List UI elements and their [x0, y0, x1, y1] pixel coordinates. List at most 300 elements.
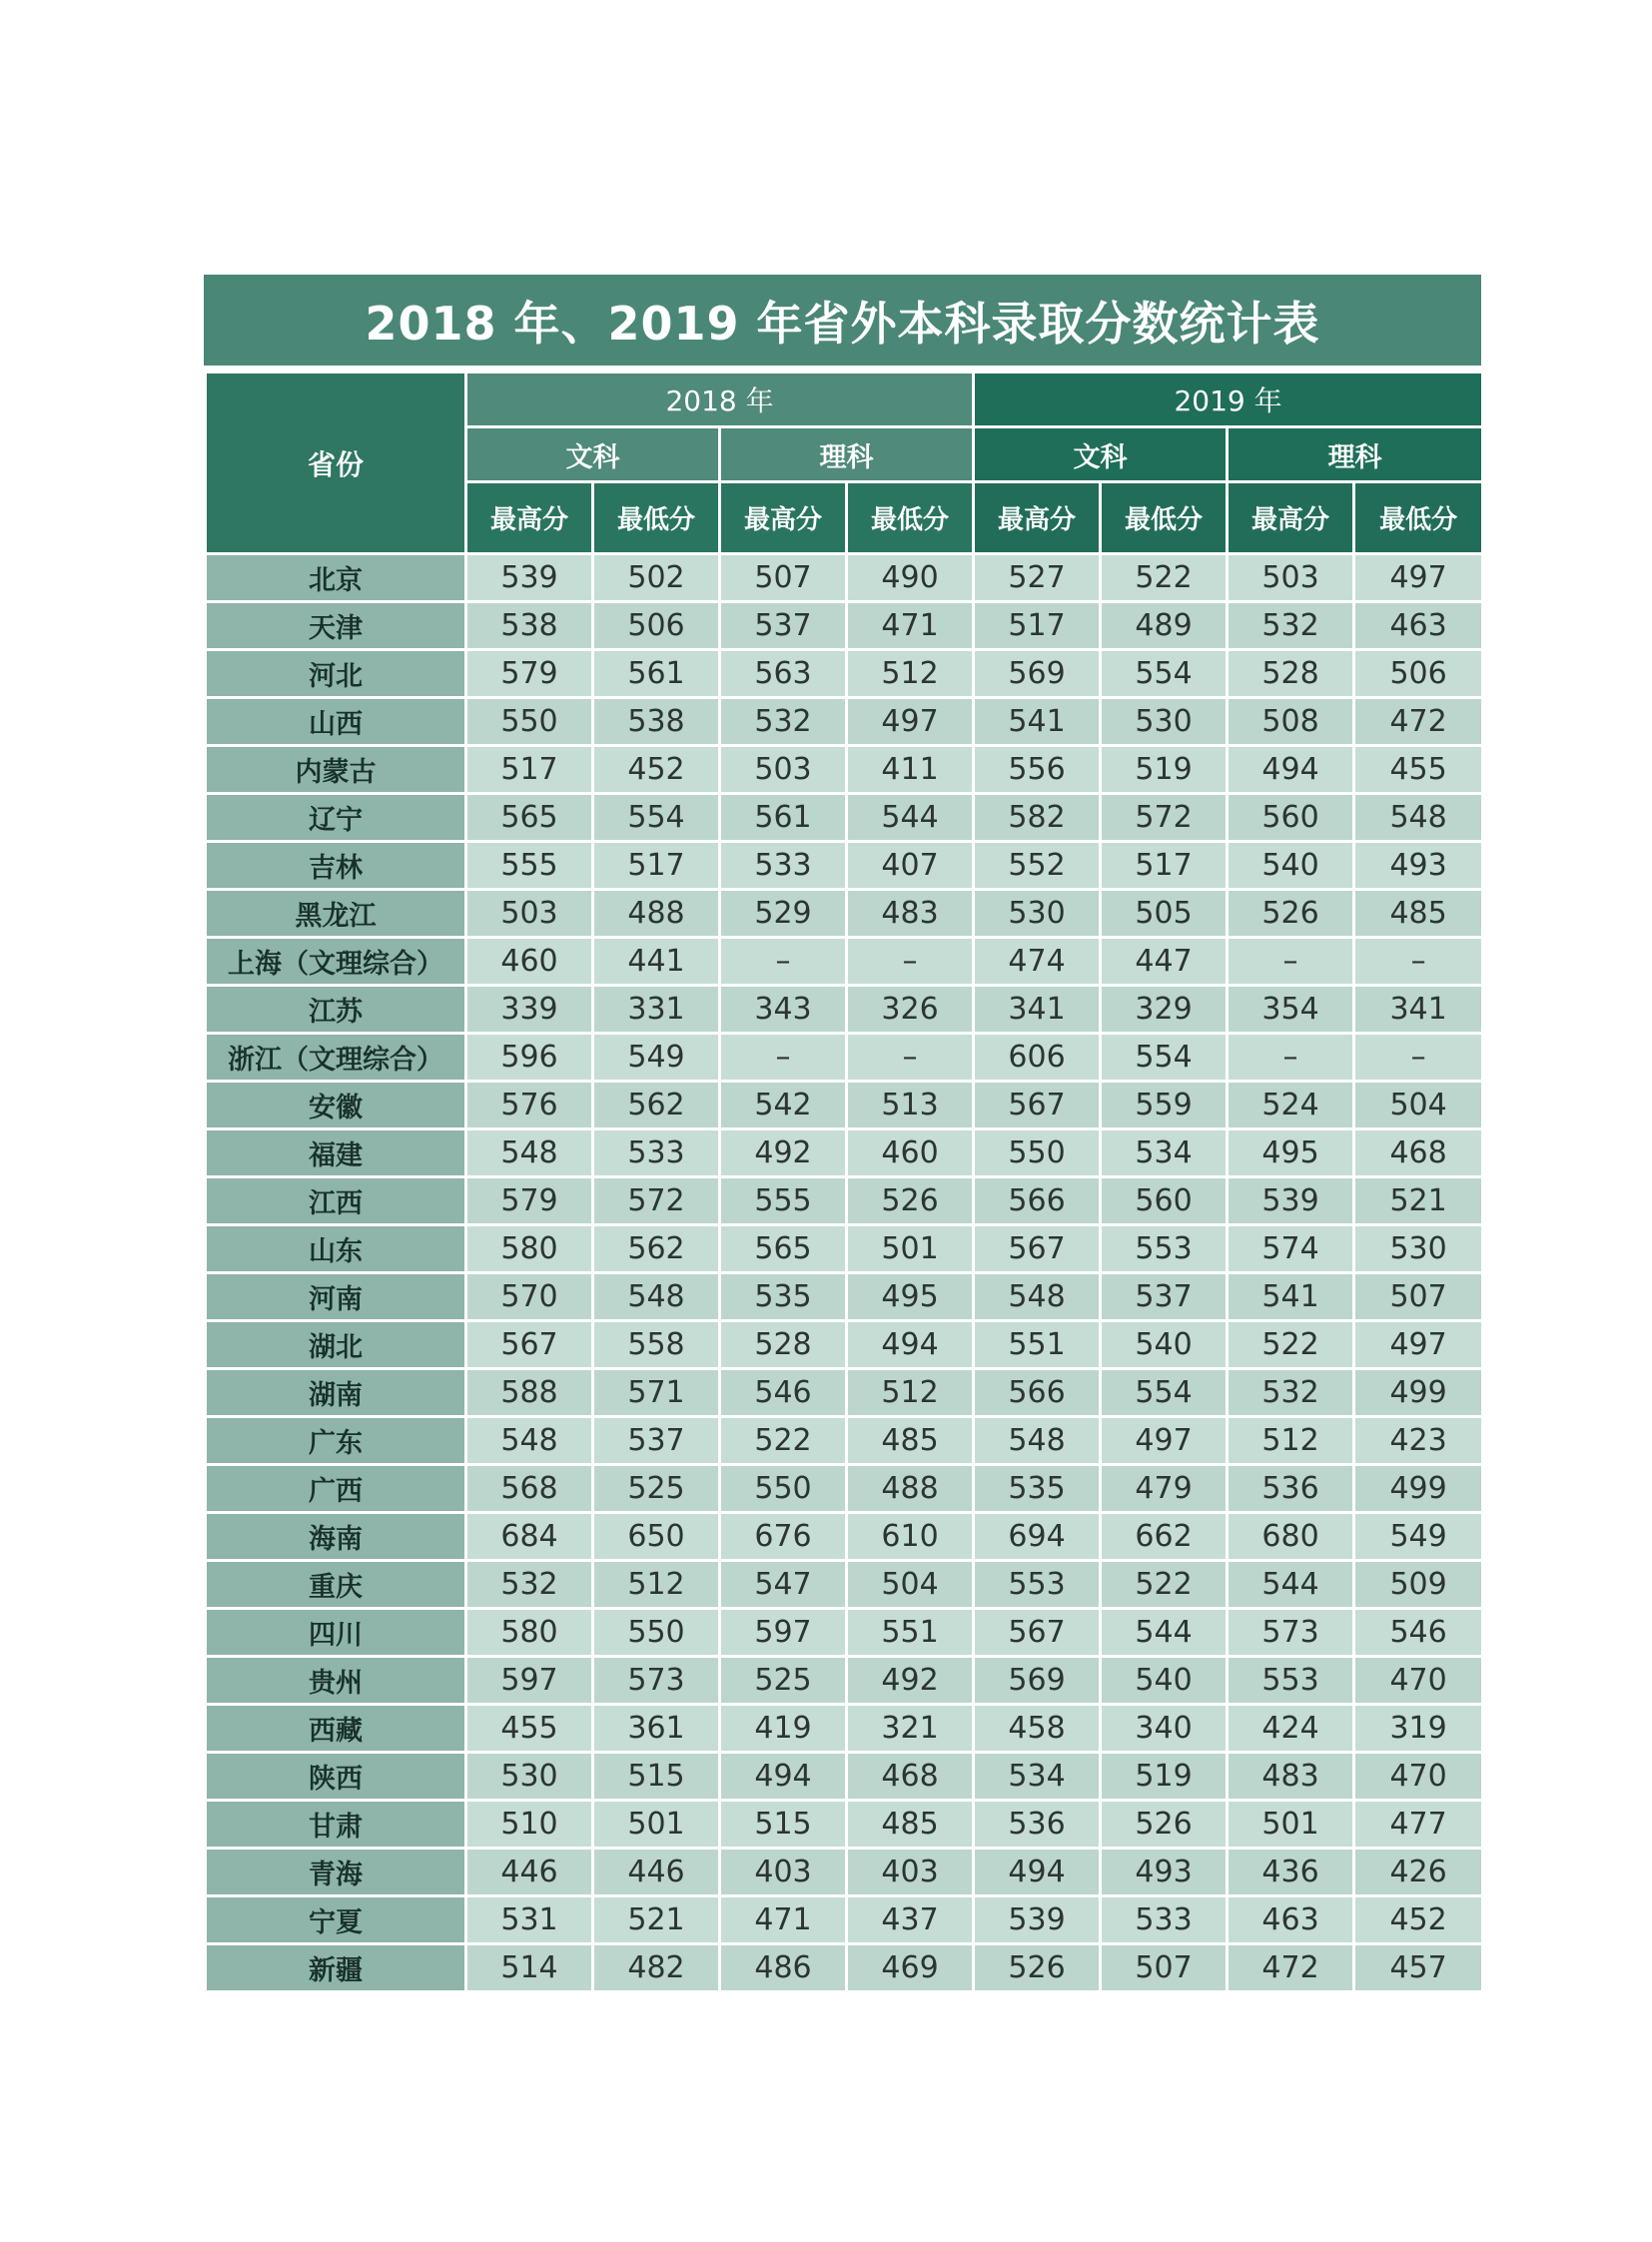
score-cell: 540 — [1101, 1321, 1228, 1369]
score-cell: 460 — [466, 938, 593, 986]
province-cell: 河南 — [206, 1273, 466, 1321]
score-cell: 570 — [466, 1273, 593, 1321]
score-cell: 331 — [593, 986, 720, 1034]
score-cell: 694 — [974, 1513, 1101, 1561]
score-cell: 562 — [593, 1225, 720, 1273]
score-cell: 546 — [720, 1369, 847, 1417]
province-cell: 天津 — [206, 602, 466, 650]
table-body — [206, 554, 1483, 1992]
score-cell: 517 — [1101, 842, 1228, 890]
score-cell: 550 — [974, 1129, 1101, 1177]
table-row — [206, 938, 1483, 986]
score-cell: 446 — [466, 1849, 593, 1896]
score-cell: 403 — [720, 1849, 847, 1896]
score-cell: 499 — [1354, 1369, 1483, 1417]
score-cell: 530 — [1101, 698, 1228, 746]
score-cell: 554 — [593, 794, 720, 842]
score-cell: 535 — [974, 1465, 1101, 1513]
province-cell: 浙江（文理综合） — [206, 1034, 466, 1082]
score-cell: 573 — [1228, 1609, 1354, 1657]
score-cell: 503 — [1228, 554, 1354, 602]
score-cell: 472 — [1228, 1944, 1354, 1992]
score-cell: 470 — [1354, 1657, 1483, 1705]
score-cell: 446 — [593, 1849, 720, 1896]
score-cell: 553 — [1101, 1225, 1228, 1273]
score-cell: 552 — [974, 842, 1101, 890]
score-cell: 565 — [466, 794, 593, 842]
score-cell: 507 — [1101, 1944, 1228, 1992]
score-cell: 361 — [593, 1705, 720, 1753]
score-cell: 468 — [847, 1753, 974, 1801]
score-cell: 528 — [1228, 650, 1354, 698]
score-cell: – — [847, 1034, 974, 1082]
score-cell: 510 — [466, 1801, 593, 1849]
score-cell: 437 — [847, 1896, 974, 1944]
table-row — [206, 1705, 1483, 1753]
score-cell: 463 — [1228, 1896, 1354, 1944]
score-cell: 519 — [1101, 1753, 1228, 1801]
score-cell: 504 — [847, 1561, 974, 1609]
score-cell: 483 — [847, 890, 974, 938]
score-cell: 676 — [720, 1513, 847, 1561]
score-cell: 506 — [1354, 650, 1483, 698]
score-cell: 522 — [1101, 1561, 1228, 1609]
province-cell: 河北 — [206, 650, 466, 698]
score-cell: 524 — [1228, 1082, 1354, 1129]
score-cell: 548 — [1354, 794, 1483, 842]
score-cell: 556 — [974, 746, 1101, 794]
table-row — [206, 986, 1483, 1034]
column-header-min-score: 最低分 — [1101, 482, 1228, 554]
score-cell: 505 — [1101, 890, 1228, 938]
province-cell: 山东 — [206, 1225, 466, 1273]
score-cell: 553 — [974, 1561, 1101, 1609]
province-cell: 广东 — [206, 1417, 466, 1465]
table-row — [206, 1417, 1483, 1465]
score-cell: 490 — [847, 554, 974, 602]
score-cell: 540 — [1228, 842, 1354, 890]
score-cell: 555 — [466, 842, 593, 890]
score-cell: 494 — [720, 1753, 847, 1801]
score-cell: – — [847, 938, 974, 986]
score-cell: 568 — [466, 1465, 593, 1513]
score-cell: 530 — [466, 1753, 593, 1801]
score-cell: 548 — [974, 1417, 1101, 1465]
province-cell: 青海 — [206, 1849, 466, 1896]
year-header-2019: 2019 年 — [974, 373, 1483, 427]
score-cell: 567 — [974, 1609, 1101, 1657]
column-header-min-score: 最低分 — [593, 482, 720, 554]
score-cell: 497 — [1101, 1417, 1228, 1465]
score-cell: 485 — [1354, 890, 1483, 938]
score-cell: 579 — [466, 650, 593, 698]
score-cell: 463 — [1354, 602, 1483, 650]
table-row — [206, 794, 1483, 842]
score-cell: 519 — [1101, 746, 1228, 794]
score-cell: 326 — [847, 986, 974, 1034]
score-cell: 560 — [1228, 794, 1354, 842]
score-cell: 494 — [1228, 746, 1354, 794]
score-cell: 525 — [720, 1657, 847, 1705]
table-row — [206, 746, 1483, 794]
score-cell: 530 — [1354, 1225, 1483, 1273]
score-cell: 499 — [1354, 1465, 1483, 1513]
province-cell: 广西 — [206, 1465, 466, 1513]
score-cell: 403 — [847, 1849, 974, 1896]
score-cell: 550 — [720, 1465, 847, 1513]
score-cell: 525 — [593, 1465, 720, 1513]
score-cell: 321 — [847, 1705, 974, 1753]
province-cell: 江苏 — [206, 986, 466, 1034]
score-cell: 419 — [720, 1705, 847, 1753]
score-cell: 546 — [1354, 1609, 1483, 1657]
table-row — [206, 1753, 1483, 1801]
score-cell: 551 — [847, 1609, 974, 1657]
table-row — [206, 1513, 1483, 1561]
score-cell: 452 — [593, 746, 720, 794]
score-statistics-sheet — [204, 275, 1481, 1993]
score-cell: 452 — [1354, 1896, 1483, 1944]
table-row — [206, 1561, 1483, 1609]
score-cell: 537 — [720, 602, 847, 650]
table-row — [206, 602, 1483, 650]
table-row — [206, 650, 1483, 698]
score-cell: 579 — [466, 1177, 593, 1225]
score-cell: 574 — [1228, 1225, 1354, 1273]
score-cell: 526 — [1228, 890, 1354, 938]
score-cell: 354 — [1228, 986, 1354, 1034]
score-cell: 569 — [974, 1657, 1101, 1705]
score-cell: 572 — [593, 1177, 720, 1225]
province-cell: 辽宁 — [206, 794, 466, 842]
score-cell: 494 — [974, 1849, 1101, 1896]
score-cell: 532 — [1228, 1369, 1354, 1417]
score-cell: 536 — [974, 1801, 1101, 1849]
score-cell: 539 — [466, 554, 593, 602]
score-cell: 549 — [593, 1034, 720, 1082]
score-cell: – — [720, 1034, 847, 1082]
score-cell: 610 — [847, 1513, 974, 1561]
score-cell: 566 — [974, 1177, 1101, 1225]
score-cell: 535 — [720, 1273, 847, 1321]
score-cell: 532 — [466, 1561, 593, 1609]
score-cell: 565 — [720, 1225, 847, 1273]
score-cell: 597 — [466, 1657, 593, 1705]
score-cell: 547 — [720, 1561, 847, 1609]
score-cell: 582 — [974, 794, 1101, 842]
score-cell: 548 — [974, 1273, 1101, 1321]
score-cell: 501 — [847, 1225, 974, 1273]
score-cell: 517 — [593, 842, 720, 890]
score-cell: 571 — [593, 1369, 720, 1417]
score-cell: 559 — [1101, 1082, 1228, 1129]
score-cell: 507 — [720, 554, 847, 602]
score-cell: 341 — [974, 986, 1101, 1034]
score-cell: 512 — [847, 650, 974, 698]
province-cell: 山西 — [206, 698, 466, 746]
province-cell: 北京 — [206, 554, 466, 602]
column-header-min-score: 最低分 — [847, 482, 974, 554]
score-cell: 489 — [1101, 602, 1228, 650]
score-cell: 426 — [1354, 1849, 1483, 1896]
table-row — [206, 1177, 1483, 1225]
province-cell: 新疆 — [206, 1944, 466, 1992]
score-cell: 554 — [1101, 650, 1228, 698]
table-row — [206, 1082, 1483, 1129]
province-cell: 四川 — [206, 1609, 466, 1657]
score-cell: 477 — [1354, 1801, 1483, 1849]
score-cell: – — [720, 938, 847, 986]
score-cell: 580 — [466, 1609, 593, 1657]
score-cell: 485 — [847, 1417, 974, 1465]
score-cell: 407 — [847, 842, 974, 890]
score-cell: 684 — [466, 1513, 593, 1561]
score-cell: – — [1228, 1034, 1354, 1082]
score-cell: 319 — [1354, 1705, 1483, 1753]
score-cell: 548 — [466, 1417, 593, 1465]
score-cell: 340 — [1101, 1705, 1228, 1753]
score-cell: 544 — [1101, 1609, 1228, 1657]
score-cell: 567 — [974, 1082, 1101, 1129]
score-cell: 339 — [466, 986, 593, 1034]
score-cell: 541 — [1228, 1273, 1354, 1321]
score-cell: 533 — [720, 842, 847, 890]
score-cell: 534 — [1101, 1129, 1228, 1177]
province-cell: 湖南 — [206, 1369, 466, 1417]
table-row — [206, 1034, 1483, 1082]
score-cell: 483 — [1228, 1753, 1354, 1801]
table-row — [206, 1801, 1483, 1849]
score-cell: 567 — [974, 1225, 1101, 1273]
score-cell: 548 — [466, 1129, 593, 1177]
table-row — [206, 1369, 1483, 1417]
table-row — [206, 1129, 1483, 1177]
score-cell: 441 — [593, 938, 720, 986]
score-cell: 468 — [1354, 1129, 1483, 1177]
score-cell: 567 — [466, 1321, 593, 1369]
table-row — [206, 1657, 1483, 1705]
score-cell: 536 — [1228, 1465, 1354, 1513]
score-cell: 548 — [593, 1273, 720, 1321]
score-cell: 436 — [1228, 1849, 1354, 1896]
score-cell: 522 — [1228, 1321, 1354, 1369]
score-cell: 492 — [720, 1129, 847, 1177]
score-cell: 517 — [466, 746, 593, 794]
score-cell: 542 — [720, 1082, 847, 1129]
province-cell: 甘肃 — [206, 1801, 466, 1849]
score-cell: 606 — [974, 1034, 1101, 1082]
score-cell: 680 — [1228, 1513, 1354, 1561]
score-cell: 495 — [1228, 1129, 1354, 1177]
score-cell: 423 — [1354, 1417, 1483, 1465]
column-header-max-score: 最高分 — [1228, 482, 1354, 554]
score-cell: 538 — [466, 602, 593, 650]
subject-header-2018-science: 理科 — [720, 427, 974, 482]
score-cell: 550 — [466, 698, 593, 746]
score-cell: 530 — [974, 890, 1101, 938]
score-cell: 497 — [1354, 1321, 1483, 1369]
score-cell: 495 — [847, 1273, 974, 1321]
score-cell: 596 — [466, 1034, 593, 1082]
province-cell: 内蒙古 — [206, 746, 466, 794]
score-cell: 537 — [593, 1417, 720, 1465]
score-cell: 494 — [847, 1321, 974, 1369]
score-cell: 503 — [466, 890, 593, 938]
score-cell: 532 — [1228, 602, 1354, 650]
score-cell: 526 — [847, 1177, 974, 1225]
score-cell: 493 — [1354, 842, 1483, 890]
score-cell: 512 — [1228, 1417, 1354, 1465]
score-cell: 502 — [593, 554, 720, 602]
score-cell: 488 — [593, 890, 720, 938]
score-cell: 472 — [1354, 698, 1483, 746]
column-header-max-score: 最高分 — [974, 482, 1101, 554]
score-cell: 497 — [847, 698, 974, 746]
province-cell: 宁夏 — [206, 1896, 466, 1944]
score-cell: 561 — [593, 650, 720, 698]
score-cell: 503 — [720, 746, 847, 794]
province-cell: 安徽 — [206, 1082, 466, 1129]
province-cell: 西藏 — [206, 1705, 466, 1753]
score-cell: 529 — [720, 890, 847, 938]
score-cell: 549 — [1354, 1513, 1483, 1561]
header-row-years — [206, 373, 1483, 427]
score-cell: 513 — [847, 1082, 974, 1129]
score-cell: 551 — [974, 1321, 1101, 1369]
score-cell: 482 — [593, 1944, 720, 1992]
score-cell: – — [1228, 938, 1354, 986]
score-cell: 492 — [847, 1657, 974, 1705]
score-cell: 541 — [974, 698, 1101, 746]
column-header-max-score: 最高分 — [466, 482, 593, 554]
score-cell: 515 — [593, 1753, 720, 1801]
score-cell: 554 — [1101, 1034, 1228, 1082]
score-cell: 517 — [974, 602, 1101, 650]
score-cell: 493 — [1101, 1849, 1228, 1896]
table-row — [206, 1225, 1483, 1273]
score-cell: 507 — [1354, 1273, 1483, 1321]
score-cell: 508 — [1228, 698, 1354, 746]
score-cell: 522 — [1101, 554, 1228, 602]
score-cell: 540 — [1101, 1657, 1228, 1705]
score-cell: 522 — [720, 1417, 847, 1465]
score-cell: 539 — [1228, 1177, 1354, 1225]
score-cell: 572 — [1101, 794, 1228, 842]
table-row — [206, 842, 1483, 890]
score-cell: 474 — [974, 938, 1101, 986]
table-row — [206, 890, 1483, 938]
column-header-min-score: 最低分 — [1354, 482, 1483, 554]
table-row — [206, 1609, 1483, 1657]
year-header-2018: 2018 年 — [466, 373, 974, 427]
score-cell: 458 — [974, 1705, 1101, 1753]
score-cell: 528 — [720, 1321, 847, 1369]
score-cell: 424 — [1228, 1705, 1354, 1753]
province-cell: 海南 — [206, 1513, 466, 1561]
province-cell: 吉林 — [206, 842, 466, 890]
table-row — [206, 1465, 1483, 1513]
score-cell: 569 — [974, 650, 1101, 698]
score-cell: 544 — [1228, 1561, 1354, 1609]
score-cell: 538 — [593, 698, 720, 746]
score-cell: 470 — [1354, 1753, 1483, 1801]
table-row — [206, 1321, 1483, 1369]
score-cell: 411 — [847, 746, 974, 794]
score-cell: 526 — [974, 1944, 1101, 1992]
score-cell: 469 — [847, 1944, 974, 1992]
score-cell: 550 — [593, 1609, 720, 1657]
score-cell: 471 — [720, 1896, 847, 1944]
table-row — [206, 698, 1483, 746]
score-cell: 539 — [974, 1896, 1101, 1944]
score-cell: 533 — [1101, 1896, 1228, 1944]
score-cell: 506 — [593, 602, 720, 650]
score-cell: 531 — [466, 1896, 593, 1944]
score-cell: 526 — [1101, 1801, 1228, 1849]
score-cell: 566 — [974, 1369, 1101, 1417]
score-cell: 455 — [1354, 746, 1483, 794]
province-cell: 江西 — [206, 1177, 466, 1225]
score-cell: 488 — [847, 1465, 974, 1513]
score-cell: 515 — [720, 1801, 847, 1849]
score-cell: 329 — [1101, 986, 1228, 1034]
score-cell: 580 — [466, 1225, 593, 1273]
score-cell: 650 — [593, 1513, 720, 1561]
table-title: 2018 年、2019 年省外本科录取分数统计表 — [204, 275, 1481, 371]
score-cell: – — [1354, 1034, 1483, 1082]
score-cell: 554 — [1101, 1369, 1228, 1417]
score-cell: 460 — [847, 1129, 974, 1177]
score-cell: 471 — [847, 602, 974, 650]
score-cell: 597 — [720, 1609, 847, 1657]
score-cell: 457 — [1354, 1944, 1483, 1992]
score-cell: 512 — [593, 1561, 720, 1609]
score-cell: 501 — [1228, 1801, 1354, 1849]
score-cell: 447 — [1101, 938, 1228, 986]
table-row — [206, 1896, 1483, 1944]
province-cell: 福建 — [206, 1129, 466, 1177]
score-cell: 341 — [1354, 986, 1483, 1034]
score-cell: 532 — [720, 698, 847, 746]
table-row — [206, 554, 1483, 602]
score-cell: 588 — [466, 1369, 593, 1417]
column-header-max-score: 最高分 — [720, 482, 847, 554]
score-cell: 521 — [593, 1896, 720, 1944]
score-cell: 560 — [1101, 1177, 1228, 1225]
subject-header-2018-liberal-arts: 文科 — [466, 427, 720, 482]
score-cell: 514 — [466, 1944, 593, 1992]
province-cell: 上海（文理综合） — [206, 938, 466, 986]
score-cell: 573 — [593, 1657, 720, 1705]
score-cell: 533 — [593, 1129, 720, 1177]
score-cell: 561 — [720, 794, 847, 842]
table-row — [206, 1849, 1483, 1896]
table-row — [206, 1273, 1483, 1321]
score-cell: 534 — [974, 1753, 1101, 1801]
table-header — [206, 373, 1483, 554]
score-cell: 343 — [720, 986, 847, 1034]
province-cell: 湖北 — [206, 1321, 466, 1369]
score-cell: 553 — [1228, 1657, 1354, 1705]
score-cell: 486 — [720, 1944, 847, 1992]
subject-header-2019-science: 理科 — [1228, 427, 1483, 482]
score-cell: 537 — [1101, 1273, 1228, 1321]
score-cell: 544 — [847, 794, 974, 842]
subject-header-2019-liberal-arts: 文科 — [974, 427, 1228, 482]
score-cell: 563 — [720, 650, 847, 698]
score-cell: 501 — [593, 1801, 720, 1849]
score-cell: 662 — [1101, 1513, 1228, 1561]
